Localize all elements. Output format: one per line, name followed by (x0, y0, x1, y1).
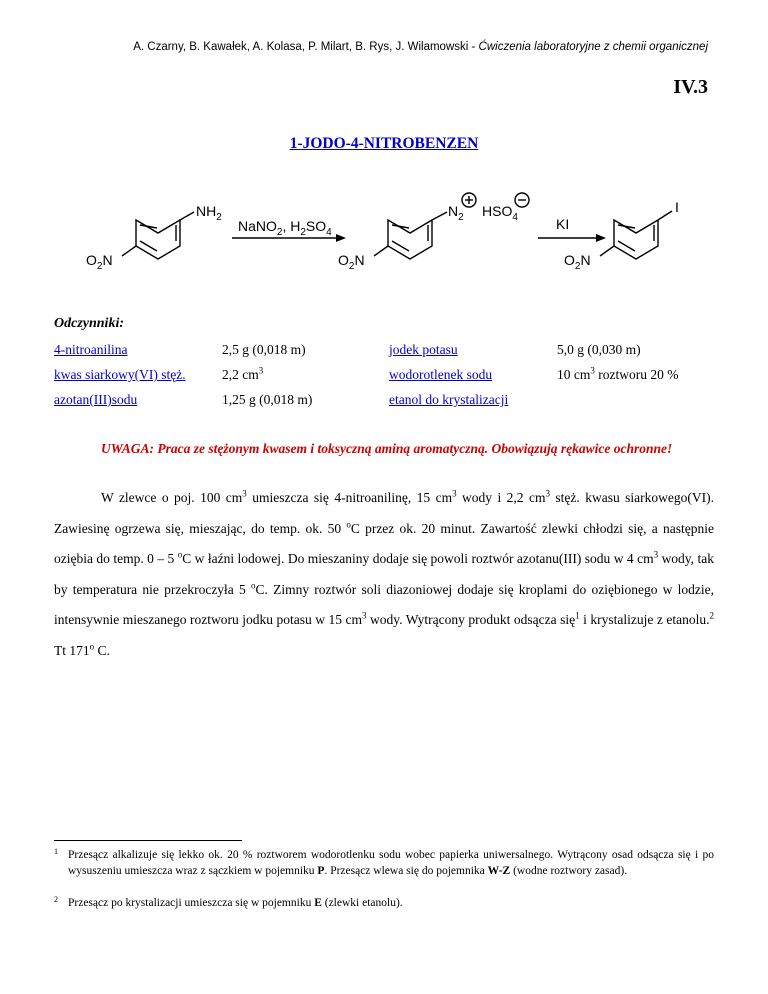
arrow-1-head-icon (336, 234, 346, 242)
reagent-link[interactable]: jodek potasu (389, 342, 458, 357)
reagent-amount: 5,0 g (0,030 m) (557, 342, 641, 357)
footnote-ref-1[interactable]: 1 (575, 610, 580, 621)
iodo-label: I (675, 199, 679, 215)
amine-label: $NH_2$ (196, 203, 222, 223)
nitro-bond-1 (122, 246, 136, 256)
benzene-ring-3 (600, 211, 672, 259)
footnote-ref-2[interactable]: 2 (709, 610, 714, 621)
reagent-step-2: KI (556, 216, 570, 232)
footnote-2 (54, 895, 714, 911)
reagents-heading: Odczynniki: (54, 316, 124, 331)
header-authors: A. Czarny, B. Kawałek, A. Kolasa, P. Milart, B. Rys, J. Wilamowski - (133, 41, 479, 53)
nitro-label-1: $O_2N$ (86, 252, 113, 272)
nitro-label-2: $O_2N$ (338, 252, 365, 272)
benzene-ring-1 (122, 212, 194, 259)
diazonium-label: $N_2$ (448, 203, 464, 223)
reagent-link[interactable]: 4-nitroanilina (54, 342, 128, 357)
footnote-number: 2 (54, 895, 58, 904)
reagent-link[interactable]: etanol do krystalizacji (389, 392, 509, 407)
reagent-amount: 1,25 g (0,018 m) (222, 392, 313, 407)
procedure-paragraph: W zlewce o poj. 100 $cm^3$ umieszcza się 4-nitroanilinę, 15 $cm^3$ wody i 2,2 $cm^3$ stęż. kwasu siarkowego(VI). Zawiesinę ogrzewa się, mieszając, do temp. ok. 50 $^o$C przez ok. 20 minut. Zawartość zlewki chłodzi się, a następnie oziębia do temp. 0 – 5 $^o$C w łaźni lodowej. Do mieszaniny dodaje się powoli roztwór azotanu(III) sodu w 4 $cm^3$ wody, tak by temperatura nie przekroczyła 5 $^o$C. Zimny roztwór soli diazoniowej dodaje się kroplami do oziębionego w lodzie, intensywnie mieszanego roztworu jodku potasu w 15 $cm^3$ wody. Wytrącony produkt odsącza się$^1$ i krystalizuje z etanolu.$^2$ Tt 171$^o$ C. (54, 488, 714, 658)
nitro-bond-2 (374, 246, 388, 256)
counterion-label: $HSO_4$ (482, 203, 518, 223)
reagent-link[interactable]: wodorotlenek sodu (389, 367, 493, 382)
reagent-amount: 2,2 $cm^3$ (222, 365, 264, 382)
benzene-ring-2 (374, 212, 447, 259)
reagent-amount: 2,5 g (0,018 m) (222, 342, 306, 357)
diazo-bond (432, 212, 447, 220)
footnote-text: Przesącz alkalizuje się lekko ok. 20 % roztworem wodorotlenku sodu wobec papierka uniwersalnego. Wytrącony osad odsącza się i po wysuszeniu umieszcza wraz z sączkiem w pojemniku P. Przesącz wlewa się do pojemnika W-Z (wodne roztwory zasad). (68, 849, 714, 877)
safety-warning: UWAGA: Praca ze stężonym kwasem i toksyczną aminą aromatyczną. Obowiązują rękawice ochronne! (101, 441, 673, 456)
reagent-link[interactable]: kwas siarkowy(VI) stęż. (54, 367, 186, 382)
reagent-amount: 10 $cm^3$ roztworu 20 % (557, 365, 679, 382)
reagent-link[interactable]: azotan(III)sodu (54, 392, 138, 407)
arrow-2-head-icon (596, 234, 606, 242)
footnote-1 (54, 847, 714, 879)
page-title[interactable]: 1-JODO-4-NITROBENZEN (289, 135, 479, 152)
header-book-title: Ćwiczenia laboratoryjne z chemii organicznej (478, 41, 708, 53)
nitro-label-3: $O_2N$ (564, 252, 591, 272)
reagents-step-1: NaNO$_2$, $H_2SO_4$ (238, 218, 332, 238)
footnote-text: Przesącz po krystalizacji umieszcza się w pojemniku E (zlewki etanolu). (68, 897, 403, 909)
iodo-bond (658, 211, 672, 220)
amine-bond (180, 212, 194, 220)
nitro-bond-3 (600, 246, 614, 256)
footnote-divider (54, 840, 242, 841)
footnote-number: 1 (54, 847, 58, 856)
reaction-scheme (0, 0, 768, 300)
chapter-code: IV.3 (673, 76, 708, 98)
